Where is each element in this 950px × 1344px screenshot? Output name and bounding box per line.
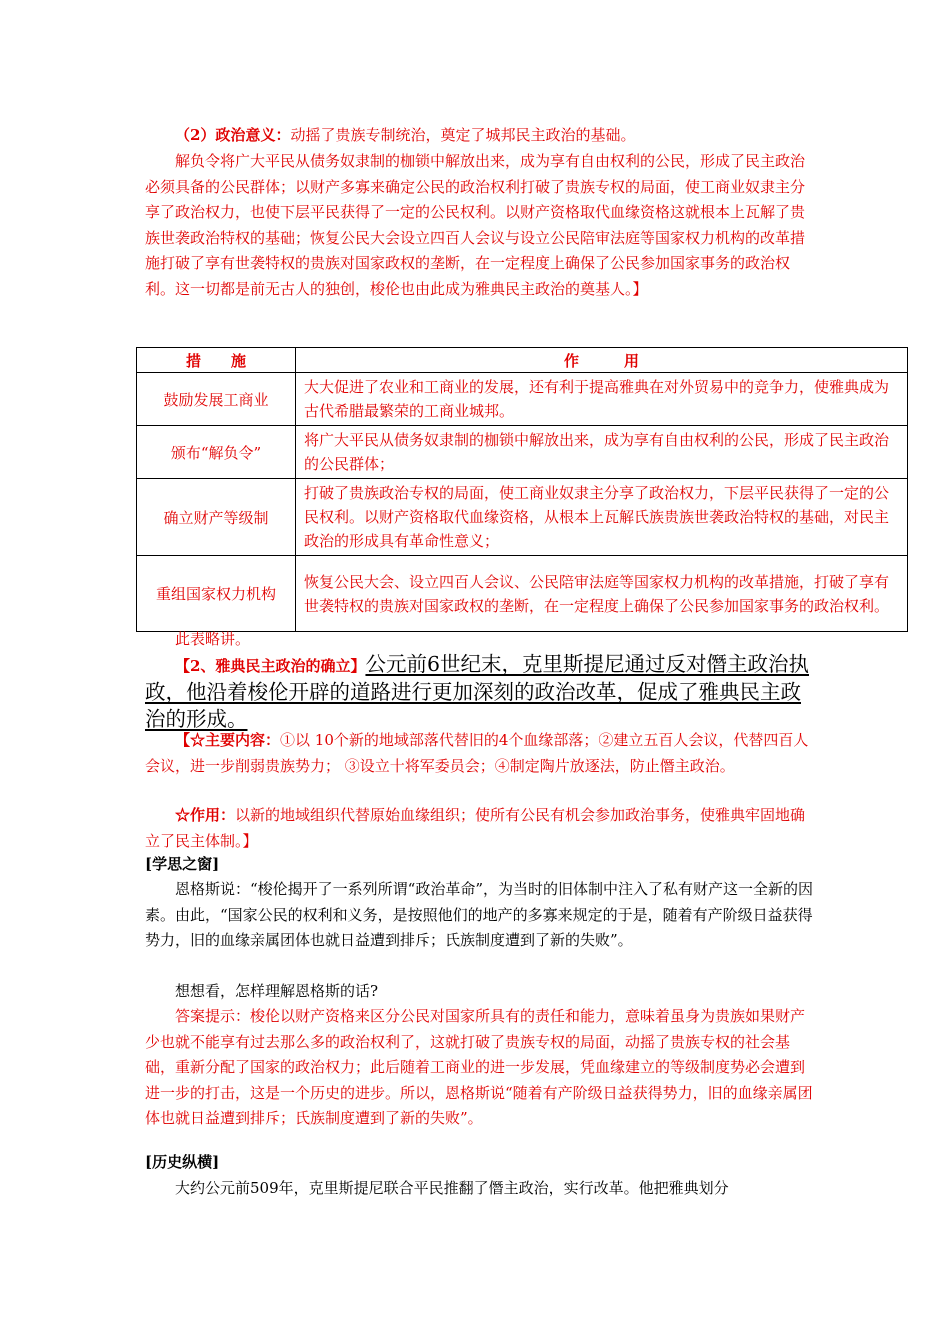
measure-cell: 重组国家权力机构 bbox=[137, 556, 296, 632]
question-text: 想想看，怎样理解恩格斯的话? bbox=[175, 982, 379, 1000]
effect-cell: 打破了贵族政治专权的局面，使工商业奴隶主分享了政治权力，下层平民获得了一定的公民权利。以财产资格取代血缘资格，从根本上瓦解氏族贵族世袭政治特权的基础，对民主政治的形成具有革命性意义； bbox=[296, 479, 908, 556]
content-label: 【☆主要内容： bbox=[175, 731, 281, 749]
section-label: 【2、雅典民主政治的确立】 bbox=[175, 657, 366, 675]
democracy-establishment-paragraph bbox=[145, 652, 815, 735]
effect-text: 以新的地域组织代替原始血缘组织；使所有公民有机会参加政治事务，使雅典牢固地确立了民主体制。】 bbox=[145, 806, 806, 850]
main-content-paragraph bbox=[145, 728, 815, 779]
lishi-heading: [历史纵横] bbox=[145, 1153, 220, 1171]
effect-label: ☆作用： bbox=[175, 806, 236, 824]
effect-paragraph bbox=[145, 803, 815, 854]
xuesi-heading: [学思之窗] bbox=[145, 855, 220, 873]
effect-cell: 将广大平民从债务奴隶制的枷锁中解放出来，成为享有自由权利的公民，形成了民主政治的公民群体； bbox=[296, 426, 908, 479]
table-header-row bbox=[137, 348, 908, 373]
section-intro: 公元前6世纪末，克里斯提尼通过反对僭主政治执政，他沿着梭伦开辟的道路进行更加深刻的政治改革，促成了雅典民主政治的形成。 bbox=[145, 652, 809, 731]
political-significance-heading bbox=[145, 123, 815, 149]
measure-cell: 确立财产等级制 bbox=[137, 479, 296, 556]
table-row bbox=[137, 426, 908, 479]
measure-cell: 颁布“解负令” bbox=[137, 426, 296, 479]
header-measure: 措 施 bbox=[137, 348, 296, 373]
reform-measures-table bbox=[136, 347, 908, 632]
table-row bbox=[137, 479, 908, 556]
political-significance-body: 解负令将广大平民从债务奴隶制的枷锁中解放出来，成为享有自由权利的公民，形成了民主政治必须具备的公民群体；以财产多寡来确定公民的政治权利打破了贵族专权的局面，使工商业奴隶主分享了政治权力，也使下层平民获得了一定的公民权利。以财产资格取代血缘资格这就根本上瓦解了贵族世袭政治特权的基础；恢复公民大会设立四百人会议与设立公民陪审法庭等国家权力机构的改革措施打破了享有世袭特权的贵族对国家政权的垄断，在一定程度上确保了公民参加国家事务的政治权利。这一切都是前无古人的独创，梭伦也由此成为雅典民主政治的奠基人。】 bbox=[145, 152, 806, 298]
table-note: 此表略讲。 bbox=[175, 630, 251, 648]
table-row bbox=[137, 556, 908, 632]
header-effect: 作 用 bbox=[296, 348, 908, 373]
effect-cell: 大大促进了农业和工商业的发展，还有利于提高雅典在对外贸易中的竞争力，使雅典成为古代希腊最繁荣的工商业城邦。 bbox=[296, 373, 908, 426]
history-text: 大约公元前509年，克里斯提尼联合平民推翻了僭主政治，实行改革。他把雅典划分 bbox=[175, 1179, 729, 1197]
effect-cell: 恢复公民大会、设立四百人会议、公民陪审法庭等国家权力机构的改革措施，打破了享有世袭特权的贵族对国家政权的垄断，在一定程度上确保了公民参加国家事务的政治权利。 bbox=[296, 556, 908, 632]
heading-text: 动摇了贵族专制统治，奠定了城邦民主政治的基础。 bbox=[290, 126, 636, 144]
heading-label: （2）政治意义： bbox=[175, 126, 291, 144]
content-text: ①以 10个新的地域部落代替旧的4个血缘部落；②建立五百人会议，代替四百人会议，进一步削弱贵族势力； ③设立十将军委员会；④制定陶片放逐法，防止僭主政治。 bbox=[145, 731, 809, 775]
answer-hint: 答案提示：梭伦以财产资格来区分公民对国家所具有的责任和能力，意味着虽身为贵族如果财产少也就不能享有过去那么多的政治权利了，这就打破了贵族专权的局面，动摇了贵族专权的社会基础，重新分配了国家的政治权力；此后随着工商业的进一步发展，凭血缘建立的等级制度势必会遭到进一步的打击，这是一个历史的进步。所以，恩格斯说“随着有产阶级日益获得势力，旧的血缘亲属团体也就日益遭到排斥；氏族制度遭到了新的失败”。 bbox=[145, 1007, 813, 1127]
table-row bbox=[137, 373, 908, 426]
measure-cell: 鼓励发展工商业 bbox=[137, 373, 296, 426]
engels-quote: 恩格斯说：“梭伦揭开了一系列所谓“政治革命”，为当时的旧体制中注入了私有财产这一全新的因素。由此，“国家公民的权利和义务，是按照他们的地产的多寡来规定的于是，随着有产阶级日益获得势力，旧的血缘亲属团体也就日益遭到排斥；氏族制度遭到了新的失败”。 bbox=[145, 880, 814, 949]
